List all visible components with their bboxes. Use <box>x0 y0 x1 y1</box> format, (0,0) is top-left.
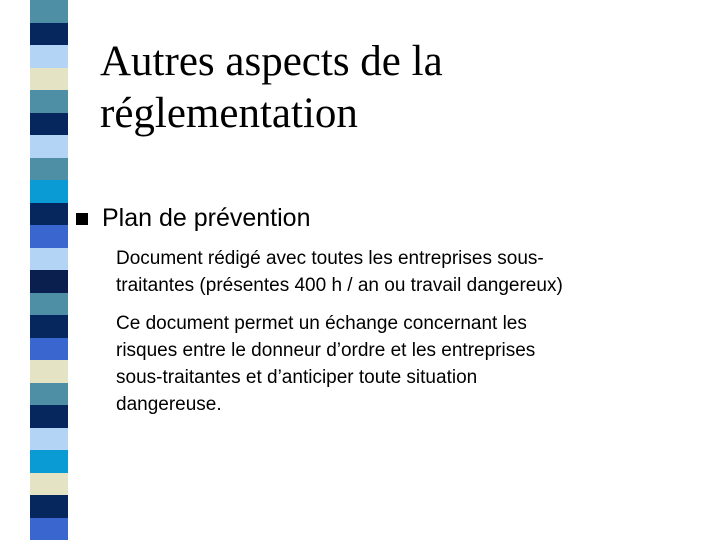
stripe-segment <box>30 225 68 248</box>
stripe-segment <box>30 495 68 518</box>
stripe-segment <box>30 450 68 473</box>
paragraph-line: traitantes (présentes 400 h / an ou travail dangereux) <box>116 275 563 296</box>
stripe-segment <box>30 270 68 293</box>
paragraph-line: Document rédigé avec toutes les entreprises sous- <box>116 248 544 269</box>
stripe-segment <box>30 383 68 406</box>
stripe-segment <box>30 90 68 113</box>
paragraph-line: risques entre le donneur d’ordre et les entreprises <box>116 340 536 361</box>
stripe-segment <box>30 135 68 158</box>
sub-paragraph-1 <box>116 245 696 299</box>
square-bullet-icon <box>76 213 88 225</box>
paragraph-line: dangereuse. <box>116 394 222 415</box>
bullet-label: Plan de prévention <box>102 204 311 232</box>
stripe-segment <box>30 23 68 46</box>
slide-title-line-2: réglementation <box>100 90 358 137</box>
stripe-segment <box>30 473 68 496</box>
stripe-segment <box>30 428 68 451</box>
slide-title <box>100 36 680 140</box>
paragraph-line: Ce document permet un échange concernant les <box>116 313 527 334</box>
stripe-segment <box>30 0 68 23</box>
stripe-segment <box>30 360 68 383</box>
stripe-segment <box>30 293 68 316</box>
stripe-segment <box>30 68 68 91</box>
stripe-segment <box>30 518 68 540</box>
decorative-color-stripe <box>30 0 68 540</box>
stripe-segment <box>30 158 68 181</box>
stripe-segment <box>30 338 68 361</box>
stripe-segment <box>30 248 68 271</box>
stripe-segment <box>30 45 68 68</box>
stripe-segment <box>30 315 68 338</box>
slide-title-line-1: Autres aspects de la <box>100 38 443 85</box>
stripe-segment <box>30 405 68 428</box>
sub-paragraph-2 <box>116 310 696 418</box>
stripe-segment <box>30 180 68 203</box>
stripe-segment <box>30 113 68 136</box>
paragraph-line: sous-traitantes et d’anticiper toute situation <box>116 367 478 388</box>
stripe-segment <box>30 203 68 226</box>
